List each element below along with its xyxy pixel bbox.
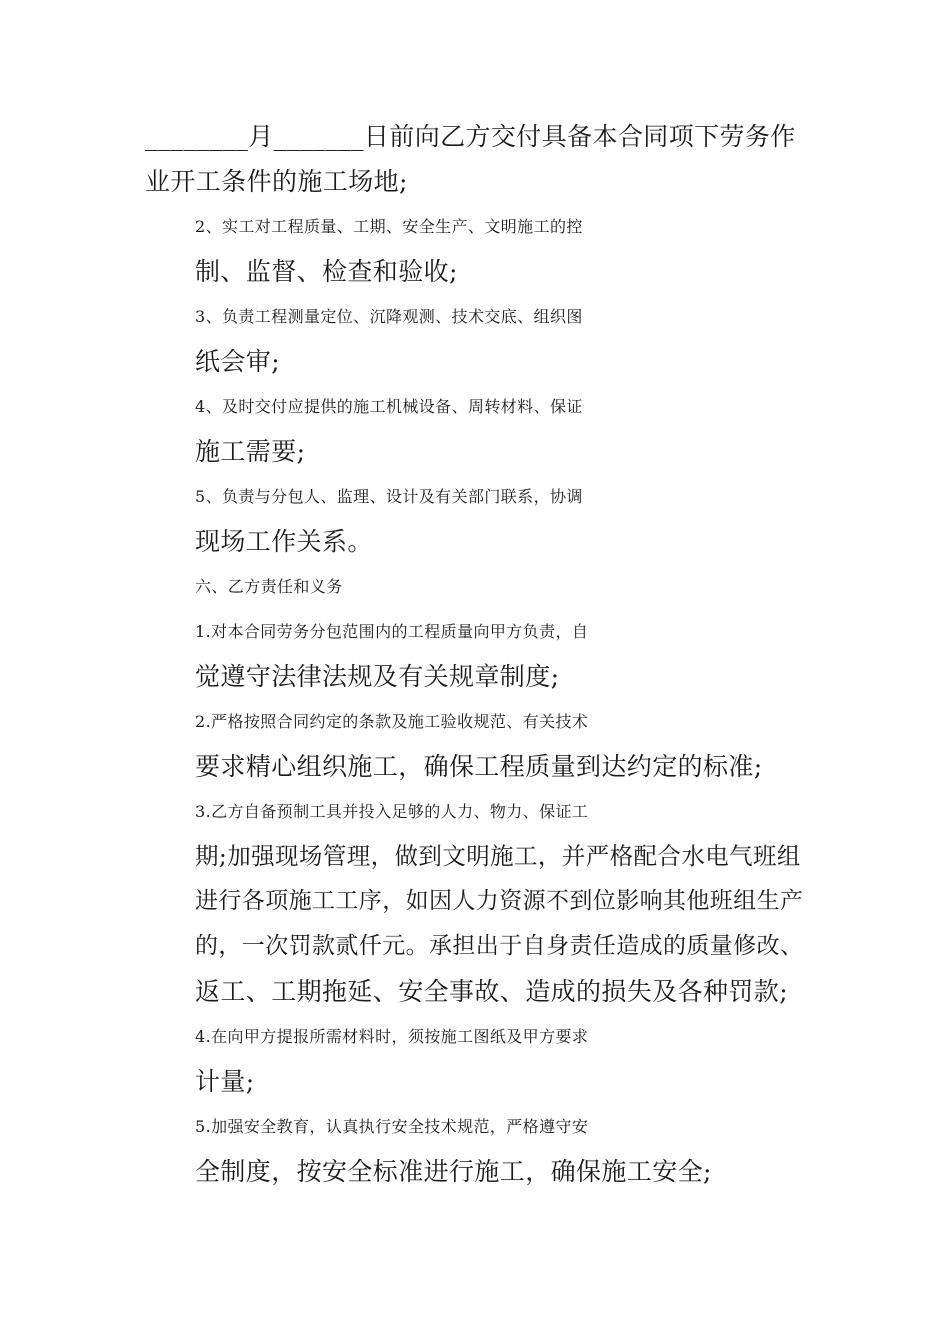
paragraph-3-line-1: 3、负责工程测量定位、沉降观测、技术交底、组织图: [195, 307, 583, 326]
paragraph-9-line-2: 期;加强现场管理，做到文明施工，并严格配合水电气班组: [195, 842, 801, 870]
paragraph-11: [145, 1104, 811, 1194]
paragraph-4: [145, 384, 811, 474]
paragraph-9: [145, 789, 811, 1014]
paragraph-3-line-2: 纸会审;: [195, 347, 281, 376]
document-body: [145, 114, 811, 1194]
paragraph-1-line-2: 业开工条件的施工场地;: [145, 167, 408, 196]
paragraph-3: [145, 294, 811, 384]
paragraph-1-line-1: ________月_______日前向乙方交付具备本合同项下劳务作: [145, 122, 796, 151]
paragraph-5-line-2: 现场工作关系。: [195, 527, 373, 556]
paragraph-2: [145, 204, 811, 294]
paragraph-8: [145, 699, 811, 789]
paragraph-9-line-1: 3.乙方自备预制工具并投入足够的人力、物力、保证工: [195, 802, 589, 821]
section-heading: [145, 564, 811, 609]
paragraph-7: [145, 609, 811, 699]
paragraph-2-line-2: 制、监督、检查和验收;: [195, 257, 458, 286]
section-heading-line-1: 六、乙方责任和义务: [195, 577, 343, 596]
paragraph-4-line-2: 施工需要;: [195, 437, 306, 466]
paragraph-8-line-2: 要求精心组织施工，确保工程质量到达约定的标准;: [195, 752, 763, 781]
paragraph-2-line-1: 2、实工对工程质量、工期、安全生产、文明施工的控: [195, 217, 583, 236]
paragraph-10-line-2: 计量;: [195, 1067, 255, 1096]
paragraph-11-line-1: 5.加强安全教育，认真执行安全技术规范，严格遵守安: [195, 1117, 589, 1136]
paragraph-11-line-2: 全制度，按安全标准进行施工，确保施工安全;: [195, 1157, 712, 1186]
paragraph-5: [145, 474, 811, 564]
paragraph-9-line-5: 返工、工期拖延、安全事故、造成的损失及各种罚款;: [195, 977, 789, 1006]
paragraph-9-line-3: 进行各项施工工序，如因人力资源不到位影响其他班组生产: [195, 888, 804, 914]
paragraph-10: [145, 1014, 811, 1104]
paragraph-5-line-1: 5、负责与分包人、监理、设计及有关部门联系，协调: [195, 487, 583, 506]
paragraph-1: [145, 114, 811, 204]
paragraph-7-line-2: 觉遵守法律法规及有关规章制度;: [195, 662, 560, 691]
paragraph-7-line-1: 1.对本合同劳务分包范围内的工程质量向甲方负责，自: [195, 622, 589, 641]
paragraph-10-line-1: 4.在向甲方提报所需材料时，须按施工图纸及甲方要求: [195, 1027, 589, 1046]
paragraph-4-line-1: 4、及时交付应提供的施工机械设备、周转材料、保证: [195, 397, 583, 416]
paragraph-8-line-1: 2.严格按照合同约定的条款及施工验收规范、有关技术: [195, 712, 589, 731]
paragraph-9-line-4: 的，一次罚款贰仟元。承担出于自身责任造成的质量修改、: [195, 933, 804, 959]
